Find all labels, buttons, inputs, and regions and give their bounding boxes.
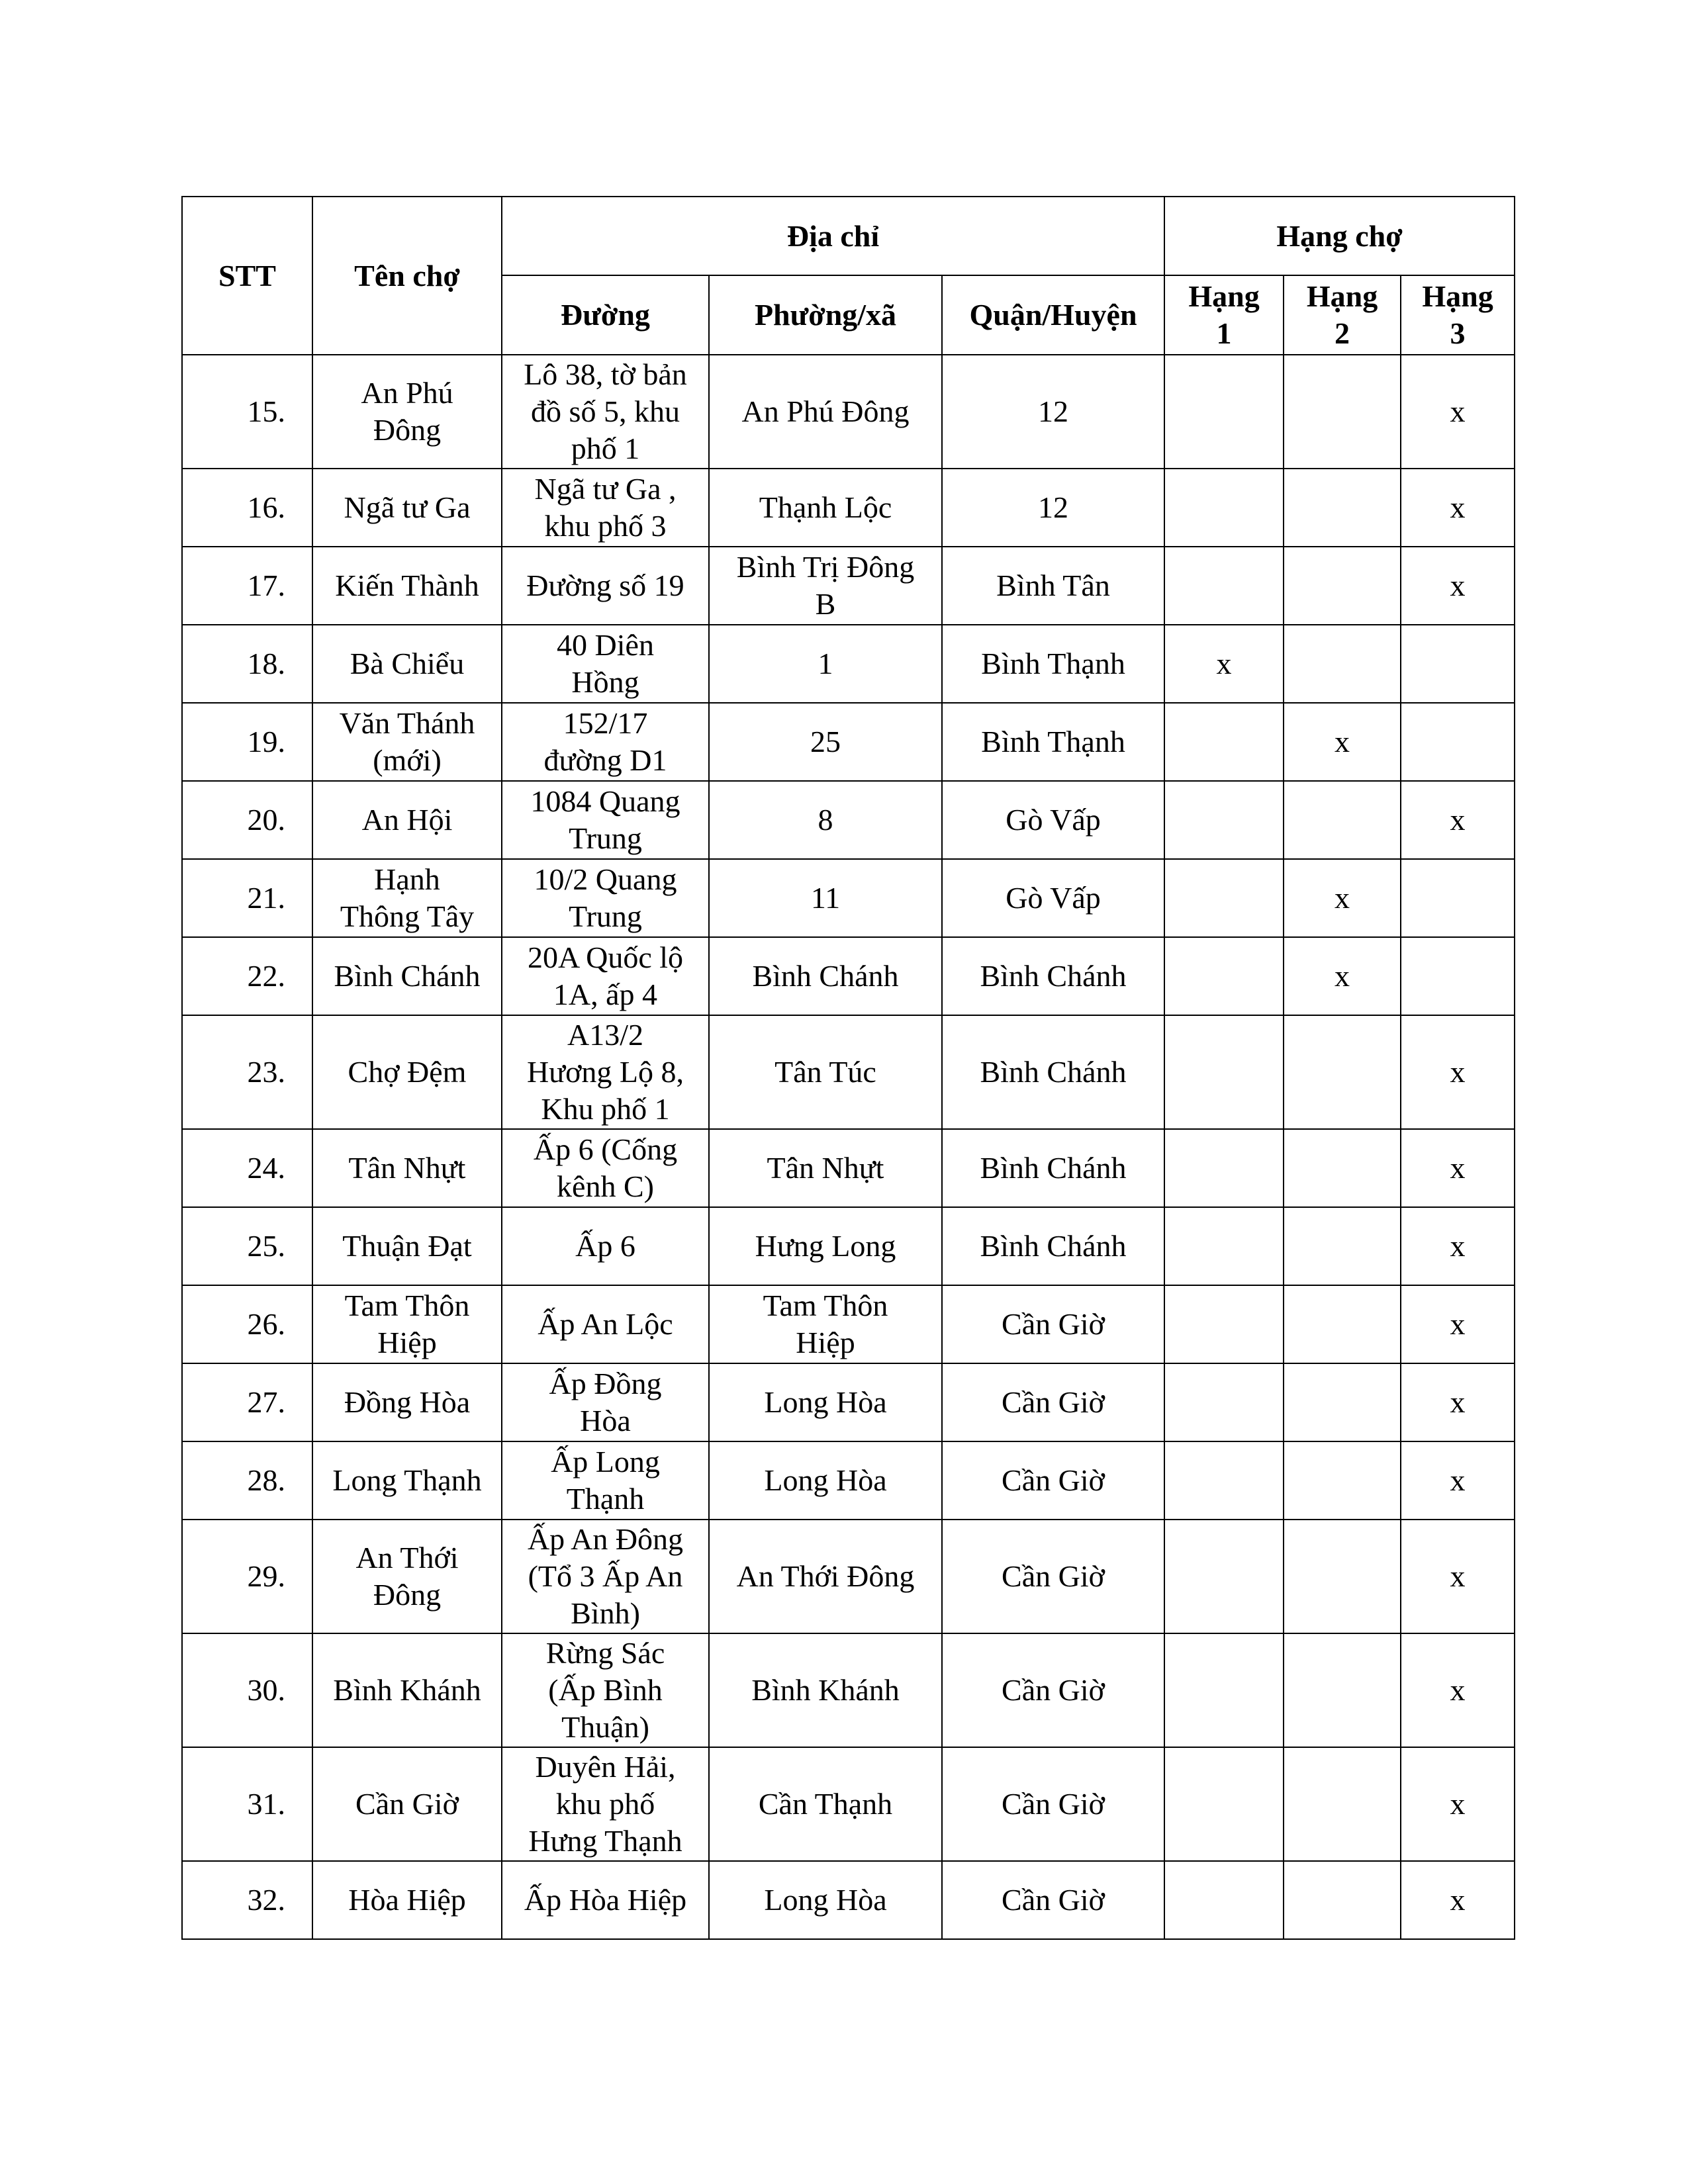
cell-district: Cần Giờ [942,1747,1164,1861]
cell-rank-3 [1401,625,1515,703]
cell-stt: 30. [182,1633,312,1747]
cell-rank-1 [1164,355,1284,469]
cell-rank-2: x [1284,937,1401,1015]
table-row [182,1520,1515,1633]
cell-rank-1 [1164,469,1284,547]
header-market-rank: Hạng chợ [1164,197,1515,275]
header-ward: Phường/xã [709,275,942,355]
cell-rank-2 [1284,469,1401,547]
cell-rank-2 [1284,1015,1401,1129]
cell-street: Ấp An Đông (Tổ 3 Ấp An Bình) [502,1520,709,1633]
cell-market-name: An Hội [312,781,502,859]
cell-rank-1 [1164,1015,1284,1129]
cell-stt: 19. [182,703,312,781]
table-row [182,1015,1515,1129]
cell-street: Rừng Sác (Ấp Bình Thuận) [502,1633,709,1747]
table-body [182,355,1515,1939]
cell-stt: 31. [182,1747,312,1861]
cell-rank-3: x [1401,469,1515,547]
cell-street: 152/17 đường D1 [502,703,709,781]
cell-rank-2 [1284,781,1401,859]
cell-market-name: Thuận Đạt [312,1207,502,1285]
cell-market-name: Long Thạnh [312,1441,502,1520]
cell-ward: Hưng Long [709,1207,942,1285]
cell-ward: Tam Thôn Hiệp [709,1285,942,1363]
cell-district: Cần Giờ [942,1861,1164,1939]
cell-rank-2 [1284,1363,1401,1441]
cell-rank-1 [1164,1441,1284,1520]
table-row [182,937,1515,1015]
cell-rank-3: x [1401,1633,1515,1747]
cell-rank-3 [1401,937,1515,1015]
header-market-name: Tên chợ [312,197,502,355]
cell-street: Ấp Long Thạnh [502,1441,709,1520]
cell-street: 40 Diên Hồng [502,625,709,703]
cell-street: Ấp Đồng Hòa [502,1363,709,1441]
cell-rank-1 [1164,859,1284,937]
cell-rank-3: x [1401,355,1515,469]
cell-market-name: Bà Chiểu [312,625,502,703]
cell-rank-2: x [1284,703,1401,781]
cell-market-name: Văn Thánh (mới) [312,703,502,781]
cell-district: 12 [942,355,1164,469]
cell-rank-3: x [1401,1015,1515,1129]
cell-district: Bình Thạnh [942,703,1164,781]
table-row [182,1633,1515,1747]
cell-ward: 11 [709,859,942,937]
cell-market-name: Hòa Hiệp [312,1861,502,1939]
table-row [182,1441,1515,1520]
cell-ward: Long Hòa [709,1861,942,1939]
cell-market-name: An Phú Đông [312,355,502,469]
cell-rank-2 [1284,1285,1401,1363]
cell-district: Cần Giờ [942,1441,1164,1520]
cell-district: Cần Giờ [942,1633,1164,1747]
cell-rank-3: x [1401,1520,1515,1633]
cell-ward: Long Hòa [709,1363,942,1441]
cell-ward: Tân Túc [709,1015,942,1129]
cell-stt: 24. [182,1129,312,1207]
cell-rank-1 [1164,703,1284,781]
cell-ward: Bình Trị Đông B [709,547,942,625]
table-row [182,547,1515,625]
cell-stt: 21. [182,859,312,937]
cell-market-name: An Thới Đông [312,1520,502,1633]
cell-district: Bình Chánh [942,937,1164,1015]
cell-rank-1 [1164,1129,1284,1207]
header-rank-2: Hạng 2 [1284,275,1401,355]
cell-stt: 25. [182,1207,312,1285]
cell-district: 12 [942,469,1164,547]
table-row [182,1747,1515,1861]
cell-rank-1: x [1164,625,1284,703]
cell-rank-1 [1164,1207,1284,1285]
cell-rank-3: x [1401,781,1515,859]
table-row [182,781,1515,859]
cell-rank-3: x [1401,1861,1515,1939]
cell-rank-3: x [1401,1285,1515,1363]
cell-stt: 16. [182,469,312,547]
header-street: Đường [502,275,709,355]
cell-rank-1 [1164,547,1284,625]
cell-rank-3: x [1401,1129,1515,1207]
table-row [182,625,1515,703]
cell-street: Đường số 19 [502,547,709,625]
cell-market-name: Tam Thôn Hiệp [312,1285,502,1363]
cell-rank-2 [1284,1520,1401,1633]
cell-rank-1 [1164,937,1284,1015]
cell-market-name: Kiến Thành [312,547,502,625]
cell-stt: 18. [182,625,312,703]
cell-rank-2 [1284,625,1401,703]
table-row [182,355,1515,469]
cell-ward: Thạnh Lộc [709,469,942,547]
cell-ward: Tân Nhựt [709,1129,942,1207]
cell-rank-2 [1284,355,1401,469]
cell-district: Gò Vấp [942,781,1164,859]
cell-stt: 29. [182,1520,312,1633]
table-row [182,1363,1515,1441]
table-row [182,1207,1515,1285]
cell-stt: 22. [182,937,312,1015]
cell-ward: Bình Chánh [709,937,942,1015]
cell-street: Duyên Hải, khu phố Hưng Thạnh [502,1747,709,1861]
cell-ward: Long Hòa [709,1441,942,1520]
cell-rank-2 [1284,1441,1401,1520]
cell-rank-2: x [1284,859,1401,937]
cell-ward: 8 [709,781,942,859]
cell-rank-3: x [1401,547,1515,625]
header-rank-3: Hạng 3 [1401,275,1515,355]
cell-stt: 20. [182,781,312,859]
cell-rank-2 [1284,1129,1401,1207]
cell-rank-2 [1284,1861,1401,1939]
header-district: Quận/Huyện [942,275,1164,355]
cell-market-name: Bình Khánh [312,1633,502,1747]
table-row [182,703,1515,781]
cell-stt: 15. [182,355,312,469]
cell-rank-1 [1164,1747,1284,1861]
cell-district: Cần Giờ [942,1285,1164,1363]
cell-stt: 26. [182,1285,312,1363]
cell-rank-3: x [1401,1441,1515,1520]
cell-street: 20A Quốc lộ 1A, ấp 4 [502,937,709,1015]
cell-street: 10/2 Quang Trung [502,859,709,937]
cell-market-name: Ngã tư Ga [312,469,502,547]
cell-rank-1 [1164,781,1284,859]
cell-street: Ấp Hòa Hiệp [502,1861,709,1939]
cell-district: Gò Vấp [942,859,1164,937]
cell-rank-3: x [1401,1207,1515,1285]
table-row [182,859,1515,937]
cell-rank-2 [1284,1633,1401,1747]
cell-stt: 17. [182,547,312,625]
cell-market-name: Cần Giờ [312,1747,502,1861]
cell-rank-3 [1401,859,1515,937]
cell-district: Bình Chánh [942,1207,1164,1285]
cell-district: Cần Giờ [942,1520,1164,1633]
cell-rank-3 [1401,703,1515,781]
cell-ward: An Phú Đông [709,355,942,469]
cell-market-name: Hạnh Thông Tây [312,859,502,937]
cell-district: Cần Giờ [942,1363,1164,1441]
cell-street: Ấp 6 [502,1207,709,1285]
cell-ward: Cần Thạnh [709,1747,942,1861]
cell-street: Ngã tư Ga , khu phố 3 [502,469,709,547]
cell-ward: 1 [709,625,942,703]
market-table [181,196,1515,1940]
cell-rank-1 [1164,1363,1284,1441]
cell-market-name: Đồng Hòa [312,1363,502,1441]
cell-rank-1 [1164,1861,1284,1939]
table-row [182,1129,1515,1207]
cell-stt: 28. [182,1441,312,1520]
header-address: Địa chỉ [502,197,1164,275]
table-row [182,1285,1515,1363]
cell-rank-3: x [1401,1363,1515,1441]
cell-district: Bình Tân [942,547,1164,625]
cell-rank-2 [1284,547,1401,625]
cell-rank-2 [1284,1747,1401,1861]
header-stt: STT [182,197,312,355]
cell-stt: 32. [182,1861,312,1939]
table-row [182,1861,1515,1939]
cell-ward: Bình Khánh [709,1633,942,1747]
cell-district: Bình Chánh [942,1129,1164,1207]
cell-rank-1 [1164,1633,1284,1747]
cell-ward: 25 [709,703,942,781]
cell-street: A13/2 Hương Lộ 8, Khu phố 1 [502,1015,709,1129]
cell-stt: 23. [182,1015,312,1129]
cell-street: Ấp An Lộc [502,1285,709,1363]
cell-stt: 27. [182,1363,312,1441]
cell-rank-2 [1284,1207,1401,1285]
header-rank-1: Hạng 1 [1164,275,1284,355]
cell-street: Ấp 6 (Cống kênh C) [502,1129,709,1207]
cell-street: Lô 38, tờ bản đồ số 5, khu phố 1 [502,355,709,469]
cell-market-name: Tân Nhựt [312,1129,502,1207]
cell-district: Bình Chánh [942,1015,1164,1129]
cell-market-name: Bình Chánh [312,937,502,1015]
cell-street: 1084 Quang Trung [502,781,709,859]
cell-market-name: Chợ Đệm [312,1015,502,1129]
cell-rank-3: x [1401,1747,1515,1861]
cell-rank-1 [1164,1285,1284,1363]
cell-district: Bình Thạnh [942,625,1164,703]
table-row [182,469,1515,547]
cell-ward: An Thới Đông [709,1520,942,1633]
cell-rank-1 [1164,1520,1284,1633]
